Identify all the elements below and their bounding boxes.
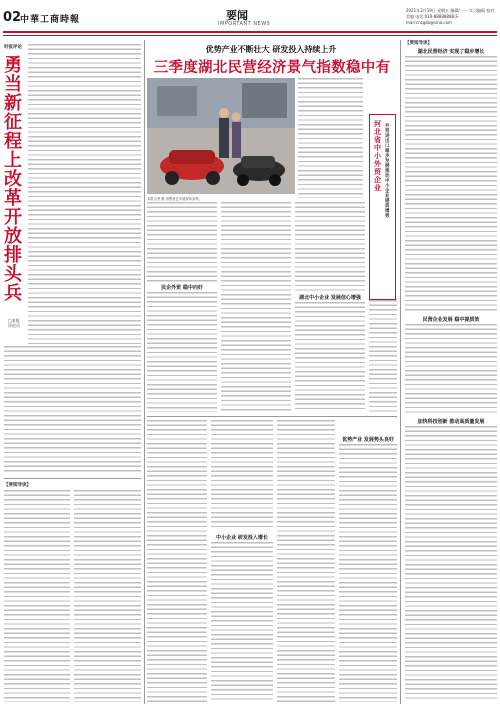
center-body-5	[295, 302, 365, 412]
sidebar-subtitle: 外贸进出口稳步发展 推动中小企业提质增效	[385, 124, 390, 219]
column-divider-left	[144, 40, 145, 704]
right-box-title: 湖北民营经济 实现了稳步增长	[417, 49, 485, 55]
left-brief-2	[74, 490, 141, 702]
right-body-1	[405, 56, 497, 312]
center-body-top-right	[298, 78, 363, 198]
center-subhead: 优势产业不断壮大 研发投入持续上升	[205, 45, 337, 54]
center-divider	[147, 416, 397, 417]
center-section-1: 民企外贸 稳中向好	[161, 285, 203, 291]
center-lower-4	[277, 420, 335, 702]
masthead-rule-thin	[3, 35, 497, 36]
center-body-2	[147, 292, 217, 412]
center-section-3: 中小企业 研发投入增长	[216, 535, 268, 541]
dateline: 2021年3月19日 星期五 编辑/一一 实习编辑 校对 美编 电话:010-88888888 E-mail:cnzgsb@sina.com	[406, 8, 495, 25]
photo-caption: 本报记者 摄 消费者在车展现场参观。	[147, 197, 202, 201]
left-headline: 勇当新征程上改革开放排头兵	[4, 55, 22, 304]
right-section-1: 民营企业发展 稳中提质效	[422, 317, 480, 323]
left-author: □本报评论员	[8, 318, 20, 328]
center-section-2: 湖北中小企业 发展信心增强	[299, 295, 361, 301]
masthead-rule	[3, 31, 497, 33]
left-article-body	[28, 44, 141, 344]
sidebar-body	[369, 300, 397, 412]
left-tag: 时报评论	[4, 45, 22, 50]
center-body-4	[295, 202, 365, 292]
center-lower-1	[147, 420, 207, 702]
left-brief-1	[4, 490, 70, 702]
left-article-continued	[4, 346, 141, 474]
paper-name: 中華工商時報	[20, 15, 81, 25]
page-number: 02	[3, 10, 22, 25]
sidebar-title: 河北省中小外贸企业	[374, 120, 381, 192]
section-title: 要闻	[226, 9, 248, 22]
center-body-1	[147, 202, 217, 282]
news-photo	[147, 78, 295, 194]
right-body-2	[405, 324, 497, 414]
right-tag: 【要闻导读】	[405, 41, 432, 46]
center-section-4: 优势产业 发展势头良好	[342, 437, 394, 443]
right-section-2: 加快科技创新 推动高质量发展	[417, 419, 485, 425]
center-lower-3	[211, 542, 273, 702]
section-en: IMPORTANT NEWS	[218, 21, 271, 27]
center-headline: 三季度湖北民营经济景气指数稳中有	[153, 60, 391, 76]
column-divider-right	[400, 40, 401, 704]
center-lower-2	[211, 420, 273, 530]
masthead	[0, 0, 500, 40]
left-divider	[4, 478, 141, 479]
car-show-photo	[147, 78, 295, 194]
center-lower-5	[339, 444, 397, 702]
left-bottom-tag: 【要闻导读】	[4, 483, 31, 488]
center-body-3	[221, 202, 291, 412]
right-body-3	[405, 426, 497, 702]
